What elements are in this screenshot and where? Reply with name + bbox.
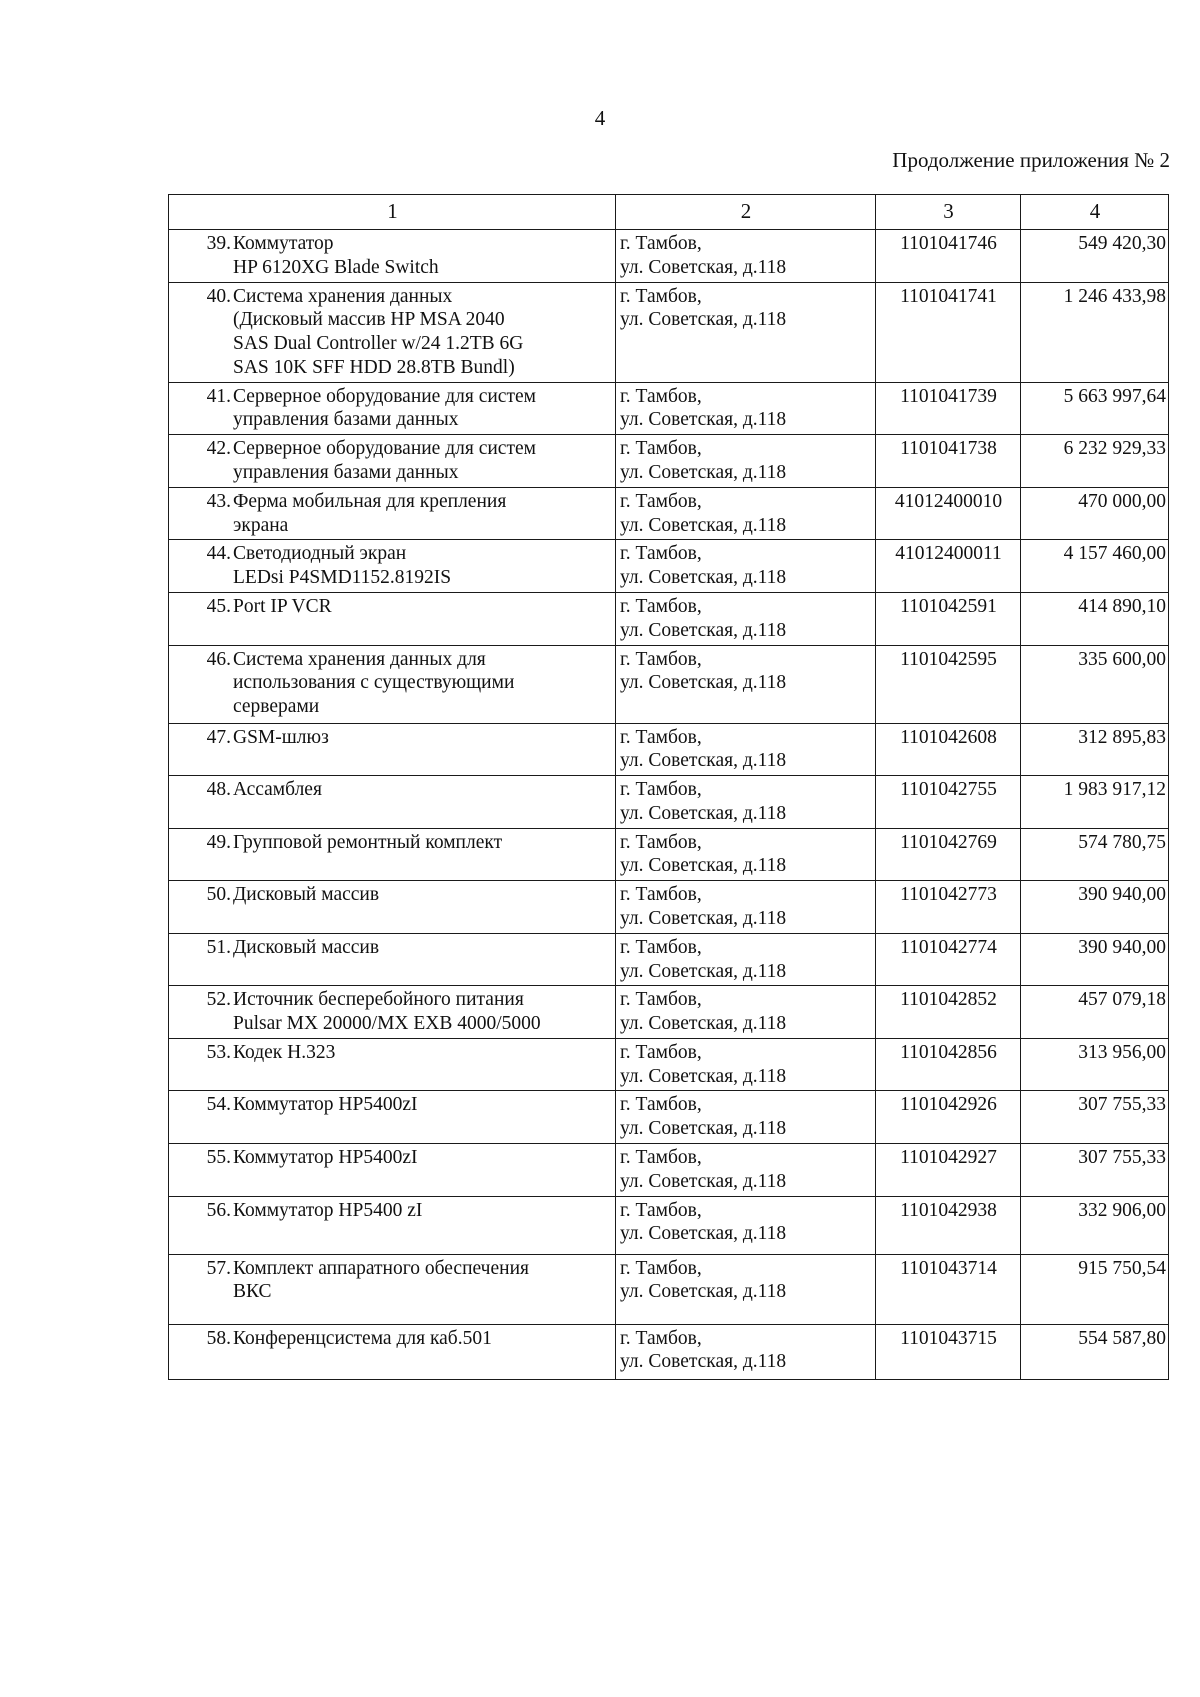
item-name-cell <box>169 230 616 283</box>
item-address: г. Тамбов, ул. Советская, д.118 <box>616 1324 876 1379</box>
item-name: Дисковый массив <box>233 936 380 958</box>
item-name-cell <box>169 592 616 645</box>
item-cost: 5 663 997,64 <box>1021 382 1169 435</box>
item-address: г. Тамбов, ул. Советская, д.118 <box>616 1091 876 1144</box>
table-row <box>169 540 1169 593</box>
item-cost: 332 906,00 <box>1021 1196 1169 1254</box>
column-header-2: 2 <box>616 195 876 230</box>
item-number: 43. <box>206 490 231 512</box>
item-cost: 414 890,10 <box>1021 592 1169 645</box>
item-name: Серверное оборудование для систем управления базами данных <box>233 385 536 431</box>
item-name-cell <box>169 1038 616 1091</box>
item-name-cell <box>169 540 616 593</box>
page-number: 4 <box>594 106 606 130</box>
item-address: г. Тамбов, ул. Советская, д.118 <box>616 645 876 723</box>
item-name: Кодек H.323 <box>233 1041 336 1063</box>
item-name: Источник бесперебойного питания Pulsar MX 20000/MX EXB 4000/5000 <box>233 989 541 1035</box>
inventory-code: 1101041738 <box>876 435 1021 488</box>
inventory-code: 1101042852 <box>876 986 1021 1039</box>
item-number: 44. <box>206 543 231 565</box>
item-number: 51. <box>206 936 231 958</box>
inventory-code: 1101042595 <box>876 645 1021 723</box>
table-row <box>169 487 1169 540</box>
item-address: г. Тамбов, ул. Советская, д.118 <box>616 986 876 1039</box>
item-name-cell <box>169 881 616 934</box>
item-name-cell <box>169 1324 616 1379</box>
inventory-code: 1101042938 <box>876 1196 1021 1254</box>
item-address: г. Тамбов, ул. Советская, д.118 <box>616 1038 876 1091</box>
item-cost: 4 157 460,00 <box>1021 540 1169 593</box>
item-name: Комплект аппаратного обеспечения ВКС <box>233 1257 529 1303</box>
table-row <box>169 776 1169 829</box>
item-cost: 390 940,00 <box>1021 881 1169 934</box>
table-row <box>169 1091 1169 1144</box>
table-header-row <box>169 195 1169 230</box>
item-address: г. Тамбов, ул. Советская, д.118 <box>616 1144 876 1197</box>
item-number: 47. <box>206 726 231 748</box>
appendix-continuation-note: Продолжение приложения № 2 <box>892 148 1170 172</box>
column-header-4: 4 <box>1021 195 1169 230</box>
item-number: 40. <box>206 285 231 307</box>
inventory-code: 1101042608 <box>876 723 1021 776</box>
item-address: г. Тамбов, ул. Советская, д.118 <box>616 382 876 435</box>
item-address: г. Тамбов, ул. Советская, д.118 <box>616 881 876 934</box>
item-cost: 313 956,00 <box>1021 1038 1169 1091</box>
item-cost: 470 000,00 <box>1021 487 1169 540</box>
item-cost: 1 983 917,12 <box>1021 776 1169 829</box>
item-name: Ассамблея <box>233 779 322 801</box>
table-row <box>169 881 1169 934</box>
table-row <box>169 1038 1169 1091</box>
item-name: Port IP VCR <box>233 595 332 617</box>
item-name: Коммутатор HP5400zI <box>233 1147 418 1168</box>
column-header-1: 1 <box>169 195 616 230</box>
table-row <box>169 1324 1169 1379</box>
table-row <box>169 435 1169 488</box>
item-number: 57. <box>206 1257 231 1279</box>
item-address: г. Тамбов, ул. Советская, д.118 <box>616 592 876 645</box>
inventory-code: 1101042591 <box>876 592 1021 645</box>
item-name-cell <box>169 382 616 435</box>
item-number: 58. <box>206 1327 231 1349</box>
item-name: Светодиодный экран LEDsi P4SMD1152.8192IS <box>233 543 452 589</box>
inventory-code: 1101041741 <box>876 282 1021 382</box>
item-address: г. Тамбов, ул. Советская, д.118 <box>616 540 876 593</box>
item-name-cell <box>169 1144 616 1197</box>
inventory-code: 1101042755 <box>876 776 1021 829</box>
item-number: 48. <box>206 779 231 801</box>
inventory-code: 1101043714 <box>876 1254 1021 1324</box>
item-name: Система хранения данных для использования с существующими серверами <box>233 648 515 718</box>
inventory-code: 1101043715 <box>876 1324 1021 1379</box>
column-header-3: 3 <box>876 195 1021 230</box>
item-name: Серверное оборудование для систем управления базами данных <box>233 438 536 484</box>
item-name: Дисковый массив <box>233 884 380 906</box>
item-number: 55. <box>206 1147 231 1168</box>
item-number: 53. <box>206 1041 231 1063</box>
item-cost: 312 895,83 <box>1021 723 1169 776</box>
item-name-cell <box>169 282 616 382</box>
item-cost: 335 600,00 <box>1021 645 1169 723</box>
inventory-code: 1101042926 <box>876 1091 1021 1144</box>
item-number: 41. <box>206 385 231 407</box>
item-address: г. Тамбов, ул. Советская, д.118 <box>616 282 876 382</box>
item-cost: 307 755,33 <box>1021 1144 1169 1197</box>
inventory-code: 1101042856 <box>876 1038 1021 1091</box>
item-address: г. Тамбов, ул. Советская, д.118 <box>616 723 876 776</box>
item-name-cell <box>169 933 616 986</box>
table-row <box>169 282 1169 382</box>
inventory-code: 1101042774 <box>876 933 1021 986</box>
item-address: г. Тамбов, ул. Советская, д.118 <box>616 776 876 829</box>
item-name: Система хранения данных (Дисковый массив HP MSA 2040 SAS Dual Controller w/24 1.2TB 6G SAS 10K SFF HDD 28.8TB Bundl) <box>233 285 524 378</box>
item-name-cell <box>169 645 616 723</box>
item-cost: 390 940,00 <box>1021 933 1169 986</box>
item-name: Конференцсистема для каб.501 <box>233 1327 492 1349</box>
item-address: г. Тамбов, ул. Советская, д.118 <box>616 828 876 881</box>
inventory-code: 41012400010 <box>876 487 1021 540</box>
inventory-code: 41012400011 <box>876 540 1021 593</box>
table-row <box>169 828 1169 881</box>
item-number: 45. <box>206 595 231 617</box>
item-cost: 554 587,80 <box>1021 1324 1169 1379</box>
item-name: Коммутатор HP5400 zI <box>233 1199 423 1221</box>
table-row <box>169 382 1169 435</box>
item-number: 50. <box>206 884 231 906</box>
table-row <box>169 645 1169 723</box>
inventory-code: 1101042927 <box>876 1144 1021 1197</box>
item-name-cell <box>169 435 616 488</box>
item-number: 49. <box>206 831 231 853</box>
item-name: Групповой ремонтный комплект <box>233 831 503 853</box>
item-name-cell <box>169 776 616 829</box>
item-cost: 457 079,18 <box>1021 986 1169 1039</box>
item-cost: 307 755,33 <box>1021 1091 1169 1144</box>
item-name: GSM-шлюз <box>233 726 329 748</box>
item-cost: 549 420,30 <box>1021 230 1169 283</box>
item-name: Коммутатор HP5400zI <box>233 1094 418 1116</box>
item-number: 56. <box>206 1199 231 1221</box>
inventory-table <box>168 194 1169 1380</box>
inventory-code: 1101041739 <box>876 382 1021 435</box>
inventory-code: 1101042773 <box>876 881 1021 934</box>
table-row <box>169 1196 1169 1254</box>
item-cost: 1 246 433,98 <box>1021 282 1169 382</box>
inventory-code: 1101042769 <box>876 828 1021 881</box>
item-name-cell <box>169 1091 616 1144</box>
item-cost: 915 750,54 <box>1021 1254 1169 1324</box>
table-row <box>169 986 1169 1039</box>
item-name: Коммутатор HP 6120XG Blade Switch <box>233 233 439 278</box>
item-name-cell <box>169 828 616 881</box>
item-name-cell <box>169 1196 616 1254</box>
table-row <box>169 592 1169 645</box>
item-number: 42. <box>206 438 231 460</box>
item-name-cell <box>169 1254 616 1324</box>
item-number: 39. <box>206 233 231 254</box>
inventory-code: 1101041746 <box>876 230 1021 283</box>
table-row <box>169 1254 1169 1324</box>
item-name-cell <box>169 487 616 540</box>
item-address: г. Тамбов, ул. Советская, д.118 <box>616 487 876 540</box>
item-number: 46. <box>206 648 231 670</box>
item-number: 52. <box>206 989 231 1011</box>
item-number: 54. <box>206 1094 231 1116</box>
table-body <box>169 230 1169 1380</box>
item-name-cell <box>169 986 616 1039</box>
table-row <box>169 230 1169 283</box>
table-row <box>169 933 1169 986</box>
item-cost: 574 780,75 <box>1021 828 1169 881</box>
item-address: г. Тамбов, ул. Советская, д.118 <box>616 435 876 488</box>
item-name-cell <box>169 723 616 776</box>
table-row <box>169 1144 1169 1197</box>
item-address: г. Тамбов, ул. Советская, д.118 <box>616 1196 876 1254</box>
item-address: г. Тамбов, ул. Советская, д.118 <box>616 1254 876 1324</box>
item-cost: 6 232 929,33 <box>1021 435 1169 488</box>
item-address: г. Тамбов, ул. Советская, д.118 <box>616 230 876 283</box>
item-name: Ферма мобильная для крепления экрана <box>233 490 507 536</box>
table-row <box>169 723 1169 776</box>
item-address: г. Тамбов, ул. Советская, д.118 <box>616 933 876 986</box>
